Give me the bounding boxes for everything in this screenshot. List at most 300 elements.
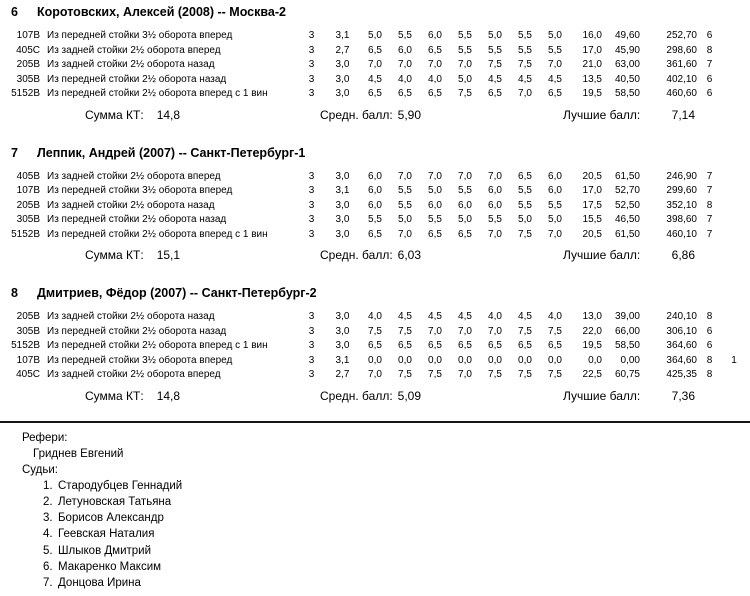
dive-code: 5152B	[11, 228, 40, 240]
running-total: 398,60	[666, 214, 697, 225]
board-height: 3	[308, 354, 315, 366]
judge-score-1: 5,5	[368, 214, 382, 225]
dive-points: 52,50	[614, 199, 640, 211]
judge-score-7: 5,0	[548, 30, 562, 41]
best-score-label: Лучшие балл:	[563, 248, 641, 262]
dive-code: 107B	[16, 185, 40, 196]
judge-score-3: 7,0	[428, 325, 442, 337]
judge-score-6: 5,5	[518, 185, 532, 196]
best-score-label: Лучшие балл:	[563, 388, 641, 403]
running-total: 402,10	[666, 73, 697, 85]
judge-score-6: 7,5	[518, 228, 532, 240]
judges-sum: 21,0	[582, 59, 602, 70]
section-summary	[0, 108, 750, 123]
dive-row	[0, 73, 750, 88]
dive-points: 46,50	[614, 214, 640, 225]
judges-sum: 17,5	[582, 199, 602, 211]
judge-score-7: 0,0	[548, 354, 562, 366]
judge-score-1: 6,5	[368, 228, 382, 240]
section-divider	[0, 421, 750, 423]
judge-score-4: 7,5	[458, 88, 472, 99]
sum-kt-value: 15,1	[156, 248, 181, 262]
dive-row	[0, 339, 750, 354]
judge-score-2: 6,5	[398, 88, 412, 99]
current-rank: 7	[706, 214, 713, 225]
current-rank: 6	[706, 88, 713, 99]
avg-score-group	[320, 389, 421, 404]
judge-score-2: 7,0	[398, 228, 412, 240]
dive-code: 205B	[16, 199, 40, 211]
avg-score-group	[320, 248, 421, 263]
judge-score-1: 6,5	[368, 44, 382, 56]
avg-score-value: 5,90	[397, 107, 422, 122]
judge-name: Геевская Наталия	[58, 528, 155, 541]
judge-number: 3.	[43, 512, 53, 525]
board-height: 3	[308, 185, 315, 196]
dive-code: 405C	[16, 44, 40, 56]
judge-score-7: 4,5	[548, 73, 562, 85]
judge-score-2: 5,5	[398, 30, 412, 41]
difficulty-coefficient: 3,1	[335, 354, 350, 366]
running-total: 460,60	[666, 88, 697, 99]
judge-score-5: 6,5	[488, 340, 502, 351]
judge-score-3: 7,5	[428, 369, 442, 380]
difficulty-coefficient: 3,0	[335, 199, 350, 211]
current-rank: 8	[706, 369, 713, 380]
judge-number: 6.	[43, 560, 53, 573]
judges-sum: 15,5	[582, 214, 602, 225]
judge-list-item	[0, 559, 750, 575]
judge-score-1: 0,0	[368, 354, 382, 366]
judge-score-3: 6,0	[428, 199, 442, 211]
board-height: 3	[308, 59, 315, 70]
athlete-name-title: Коротовских, Алексей (2008) -- Москва-2	[37, 5, 286, 19]
dive-description: Из задней стойки 2½ оборота назад	[47, 311, 215, 322]
dive-points: 60,75	[614, 369, 640, 380]
judge-score-1: 6,5	[368, 88, 382, 99]
judge-score-6: 5,5	[518, 30, 532, 41]
avg-score-value: 6,03	[397, 248, 422, 262]
judges-sum: 20,5	[582, 228, 602, 240]
running-total: 246,90	[666, 170, 697, 182]
judge-score-2: 4,5	[398, 311, 412, 322]
judge-score-3: 5,5	[428, 214, 442, 225]
judge-score-7: 5,5	[548, 199, 562, 211]
judge-score-6: 5,5	[518, 44, 532, 56]
judge-score-5: 0,0	[488, 354, 502, 366]
best-score-group	[563, 389, 695, 404]
athlete-header	[0, 286, 750, 301]
judge-name: Донцова Ирина	[58, 577, 141, 590]
judge-score-6: 7,5	[518, 325, 532, 337]
avg-score-label: Средн. балл:	[320, 388, 393, 403]
judge-score-2: 5,5	[398, 185, 412, 196]
dive-row	[0, 170, 750, 185]
dive-description: Из задней стойки 2½ оборота вперед	[47, 170, 221, 182]
best-score-group	[563, 248, 695, 263]
judge-score-5: 5,0	[488, 30, 502, 41]
judge-score-4: 5,0	[458, 214, 472, 225]
judges-sum: 17,0	[582, 185, 602, 196]
dive-row	[0, 213, 750, 228]
board-height: 3	[308, 199, 315, 211]
judge-score-4: 6,5	[458, 340, 472, 351]
dive-row	[0, 44, 750, 59]
difficulty-coefficient: 2,7	[335, 369, 350, 380]
judge-score-6: 5,0	[518, 214, 532, 225]
difficulty-coefficient: 3,0	[335, 59, 350, 70]
board-height: 3	[308, 228, 315, 240]
dive-row	[0, 29, 750, 44]
judges-sum: 16,0	[582, 30, 602, 41]
difficulty-coefficient: 3,0	[335, 88, 350, 99]
dive-description: Из передней стойки 2½ оборота назад	[47, 214, 227, 225]
board-height: 3	[308, 73, 315, 85]
judge-score-3: 6,5	[428, 88, 442, 99]
best-score-label: Лучшие балл:	[563, 107, 641, 122]
judge-name: Борисов Александр	[58, 512, 164, 525]
board-height: 3	[308, 214, 315, 225]
difficulty-coefficient: 3,0	[335, 340, 350, 351]
current-rank: 7	[706, 228, 713, 240]
judge-score-2: 4,0	[398, 73, 412, 85]
athlete-section	[0, 5, 750, 123]
judge-score-4: 7,0	[458, 59, 472, 70]
athlete-header	[0, 5, 750, 20]
judge-name: Летуновская Татьяна	[58, 495, 172, 508]
current-rank: 7	[706, 59, 713, 70]
running-total: 364,60	[666, 354, 697, 366]
dive-row	[0, 184, 750, 199]
judge-score-2: 6,0	[398, 44, 412, 56]
running-total: 298,60	[666, 44, 697, 56]
best-score-value: 7,36	[671, 388, 695, 403]
board-height: 3	[308, 369, 315, 380]
dive-points: 58,50	[614, 88, 640, 99]
dive-points: 58,50	[614, 340, 640, 351]
sum-kt-group	[85, 389, 180, 404]
running-total: 240,10	[666, 311, 697, 322]
difficulty-coefficient: 3,0	[335, 311, 350, 322]
judge-score-4: 7,0	[458, 369, 472, 380]
judge-number: 1.	[43, 479, 53, 492]
athlete-name-title: Леппик, Андрей (2007) -- Санкт-Петербург-1	[37, 145, 306, 160]
judges-sum: 13,5	[582, 73, 602, 85]
judge-score-3: 6,0	[428, 30, 442, 41]
dive-description: Из передней стойки 2½ оборота назад	[47, 325, 227, 337]
judge-score-5: 6,5	[488, 88, 502, 99]
athlete-start-number: 6	[11, 5, 18, 19]
judge-score-3: 4,5	[428, 311, 442, 322]
dive-points: 61,50	[614, 228, 640, 240]
judge-score-6: 5,5	[518, 199, 532, 211]
running-total: 352,10	[666, 199, 697, 211]
dive-description: Из передней стойки 3½ оборота вперед	[47, 354, 233, 366]
judges-sum: 0,0	[588, 354, 602, 366]
judge-score-4: 6,5	[458, 228, 472, 240]
judge-score-1: 7,0	[368, 59, 382, 70]
dive-table	[0, 310, 750, 383]
judge-score-4: 5,0	[458, 73, 472, 85]
judge-score-5: 5,5	[488, 214, 502, 225]
dive-row	[0, 199, 750, 214]
dive-code: 405C	[16, 369, 40, 380]
judges-sum: 19,5	[582, 88, 602, 99]
officials-block	[0, 430, 750, 592]
dive-code: 205B	[16, 311, 40, 322]
judges-sum: 22,5	[582, 369, 602, 380]
judge-score-6: 0,0	[518, 354, 532, 366]
running-total: 425,35	[666, 369, 697, 380]
judge-score-6: 7,5	[518, 369, 532, 380]
judge-score-4: 5,5	[458, 185, 472, 196]
judges-label: Судьи:	[22, 463, 58, 476]
dive-points: 45,90	[614, 44, 640, 56]
judge-score-3: 6,5	[428, 228, 442, 240]
judge-score-5: 6,0	[488, 185, 502, 196]
sum-kt-label: Сумма КТ:	[85, 248, 144, 262]
avg-score-value: 5,09	[397, 388, 422, 403]
judges-sum: 22,0	[582, 325, 602, 337]
dive-code: 5152B	[11, 340, 40, 351]
judge-score-1: 6,5	[368, 340, 382, 351]
judge-number: 2.	[43, 495, 53, 508]
sum-kt-label: Сумма КТ:	[85, 388, 144, 403]
dive-code: 5152B	[11, 88, 40, 99]
judges-list	[0, 478, 750, 592]
board-height: 3	[308, 88, 315, 99]
judges-sum: 19,5	[582, 340, 602, 351]
sum-kt-value: 14,8	[156, 388, 181, 403]
current-rank: 6	[706, 30, 713, 41]
judge-score-5: 7,5	[488, 369, 502, 380]
judge-score-7: 5,5	[548, 44, 562, 56]
dive-description: Из задней стойки 2½ оборота назад	[47, 59, 215, 70]
section-summary	[0, 389, 750, 404]
judge-score-4: 7,0	[458, 170, 472, 182]
judge-score-3: 5,0	[428, 185, 442, 196]
judge-score-3: 0,0	[428, 354, 442, 366]
difficulty-coefficient: 3,0	[335, 214, 350, 225]
judge-number: 4.	[43, 528, 53, 541]
running-total: 460,10	[666, 228, 697, 240]
athlete-section	[0, 286, 750, 404]
avg-score-group	[320, 108, 421, 123]
difficulty-coefficient: 3,1	[335, 185, 350, 196]
athlete-name-title: Дмитриев, Фёдор (2007) -- Санкт-Петербург-2	[37, 286, 317, 300]
judge-score-2: 0,0	[398, 354, 412, 366]
dive-description: Из задней стойки 2½ оборота вперед	[47, 369, 221, 380]
dive-row	[0, 368, 750, 383]
dive-points: 39,00	[614, 311, 640, 322]
best-score-group	[563, 108, 695, 123]
sum-kt-label: Сумма КТ:	[85, 107, 144, 122]
dive-row	[0, 310, 750, 325]
dive-points: 0,00	[620, 354, 640, 366]
dive-description: Из передней стойки 2½ оборота вперед с 1 вин	[47, 340, 268, 351]
current-rank: 8	[706, 44, 713, 56]
judge-score-5: 7,0	[488, 228, 502, 240]
judge-score-7: 7,0	[548, 228, 562, 240]
sum-kt-value: 14,8	[156, 107, 181, 122]
board-height: 3	[308, 325, 315, 337]
judge-score-5: 5,5	[488, 44, 502, 56]
judge-score-6: 4,5	[518, 311, 532, 322]
dive-row	[0, 325, 750, 340]
judge-score-7: 6,0	[548, 185, 562, 196]
dive-row	[0, 228, 750, 243]
dive-description: Из передней стойки 2½ оборота вперед с 1 вин	[47, 228, 268, 240]
judge-score-4: 0,0	[458, 354, 472, 366]
judge-score-7: 6,0	[548, 170, 562, 182]
judge-score-1: 4,0	[368, 311, 382, 322]
judge-score-6: 4,5	[518, 73, 532, 85]
dive-points: 66,00	[614, 325, 640, 337]
dive-points: 49,60	[614, 30, 640, 41]
judge-score-6: 7,0	[518, 88, 532, 99]
judges-sum: 20,5	[582, 170, 602, 182]
dive-points: 52,70	[614, 185, 640, 196]
judge-score-2: 7,0	[398, 170, 412, 182]
judge-score-1: 6,0	[368, 170, 382, 182]
judge-score-7: 7,5	[548, 325, 562, 337]
difficulty-coefficient: 3,0	[335, 325, 350, 337]
sum-kt-group	[85, 108, 180, 123]
best-score-value: 7,14	[671, 107, 695, 122]
current-rank: 7	[706, 185, 713, 196]
board-height: 3	[308, 340, 315, 351]
current-rank: 8	[706, 354, 713, 366]
current-rank: 6	[706, 325, 713, 337]
judge-list-item	[0, 575, 750, 591]
judge-score-6: 6,5	[518, 170, 532, 182]
board-height: 3	[308, 30, 315, 41]
judge-score-1: 6,0	[368, 199, 382, 211]
current-rank: 8	[706, 311, 713, 322]
current-rank: 8	[706, 199, 713, 211]
judge-score-5: 4,5	[488, 73, 502, 85]
dive-row	[0, 87, 750, 102]
running-total: 252,70	[666, 30, 697, 41]
judge-list-item	[0, 526, 750, 542]
judge-number: 7.	[43, 577, 53, 590]
judge-score-5: 7,0	[488, 325, 502, 337]
dive-row	[0, 58, 750, 73]
difficulty-coefficient: 2,7	[335, 44, 350, 56]
judge-score-7: 6,5	[548, 88, 562, 99]
judge-score-4: 5,5	[458, 30, 472, 41]
judge-list-item	[0, 494, 750, 510]
difficulty-coefficient: 3,0	[335, 73, 350, 85]
current-rank: 6	[706, 73, 713, 85]
dive-points: 63,00	[614, 59, 640, 70]
dive-table	[0, 29, 750, 102]
judge-score-1: 7,0	[368, 369, 382, 380]
board-height: 3	[308, 311, 315, 322]
judge-score-3: 7,0	[428, 170, 442, 182]
judge-score-2: 5,5	[398, 199, 412, 211]
dive-description: Из задней стойки 2½ оборота назад	[47, 199, 215, 211]
difficulty-coefficient: 3,1	[335, 30, 350, 41]
dive-description: Из передней стойки 2½ оборота вперед с 1 вин	[47, 88, 268, 99]
best-score-value: 6,86	[671, 248, 695, 262]
judge-score-1: 4,5	[368, 73, 382, 85]
judge-score-5: 6,0	[488, 199, 502, 211]
judge-score-3: 4,0	[428, 73, 442, 85]
current-rank: 7	[706, 170, 713, 182]
judge-score-3: 7,0	[428, 59, 442, 70]
judge-list-item	[0, 510, 750, 526]
avg-score-label: Средн. балл:	[320, 248, 393, 262]
athlete-start-number: 8	[11, 286, 18, 300]
judge-score-7: 4,0	[548, 311, 562, 322]
judge-score-6: 7,5	[518, 59, 532, 70]
judge-name: Макаренко Максим	[58, 560, 162, 573]
judge-score-2: 6,5	[398, 340, 412, 351]
dive-description: Из передней стойки 3½ оборота вперед	[47, 30, 233, 41]
judge-score-2: 7,5	[398, 325, 412, 337]
dive-description: Из передней стойки 3½ оборота вперед	[47, 185, 233, 196]
judge-score-4: 6,0	[458, 199, 472, 211]
judge-score-2: 5,0	[398, 214, 412, 225]
athlete-start-number: 7	[11, 145, 18, 160]
judge-score-2: 7,0	[398, 59, 412, 70]
judge-list-item	[0, 543, 750, 559]
judge-name: Стародубцев Геннадий	[58, 479, 183, 492]
judge-score-4: 4,5	[458, 311, 472, 322]
judge-score-6: 6,5	[518, 340, 532, 351]
avg-score-label: Средн. балл:	[320, 107, 393, 122]
judge-score-5: 4,0	[488, 311, 502, 322]
dive-points: 40,50	[614, 73, 640, 85]
dive-code: 405B	[16, 170, 40, 182]
dive-code: 107B	[16, 354, 40, 366]
judge-score-5: 7,0	[488, 170, 502, 182]
judge-score-7: 7,0	[548, 59, 562, 70]
difficulty-coefficient: 3,0	[335, 170, 350, 182]
dive-table	[0, 170, 750, 243]
difficulty-coefficient: 3,0	[335, 228, 350, 240]
judge-list-item	[0, 478, 750, 494]
judge-score-3: 6,5	[428, 340, 442, 351]
section-summary	[0, 248, 750, 263]
dive-code: 305B	[16, 325, 40, 337]
judge-score-4: 7,0	[458, 325, 472, 337]
judge-score-7: 7,5	[548, 369, 562, 380]
dive-points: 61,50	[614, 170, 640, 182]
board-height: 3	[308, 44, 315, 56]
referee-label: Рефери:	[22, 431, 68, 444]
judge-score-1: 6,0	[368, 185, 382, 196]
judge-score-5: 7,5	[488, 59, 502, 70]
athlete-section	[0, 146, 750, 264]
board-height: 3	[308, 170, 315, 182]
current-rank: 6	[706, 340, 713, 351]
sum-kt-group	[85, 248, 180, 263]
judges-sum: 17,0	[582, 44, 602, 56]
judge-number: 5.	[43, 544, 53, 557]
judge-score-4: 5,5	[458, 44, 472, 56]
judge-score-1: 5,0	[368, 30, 382, 41]
judge-name: Шлыков Дмитрий	[58, 544, 152, 557]
judge-score-3: 6,5	[428, 44, 442, 56]
dive-code: 107B	[16, 30, 40, 41]
judge-score-1: 7,5	[368, 325, 382, 337]
athlete-header	[0, 146, 750, 161]
judge-score-7: 5,0	[548, 214, 562, 225]
judges-sum: 13,0	[582, 311, 602, 322]
dive-description: Из передней стойки 2½ оборота назад	[47, 73, 227, 85]
